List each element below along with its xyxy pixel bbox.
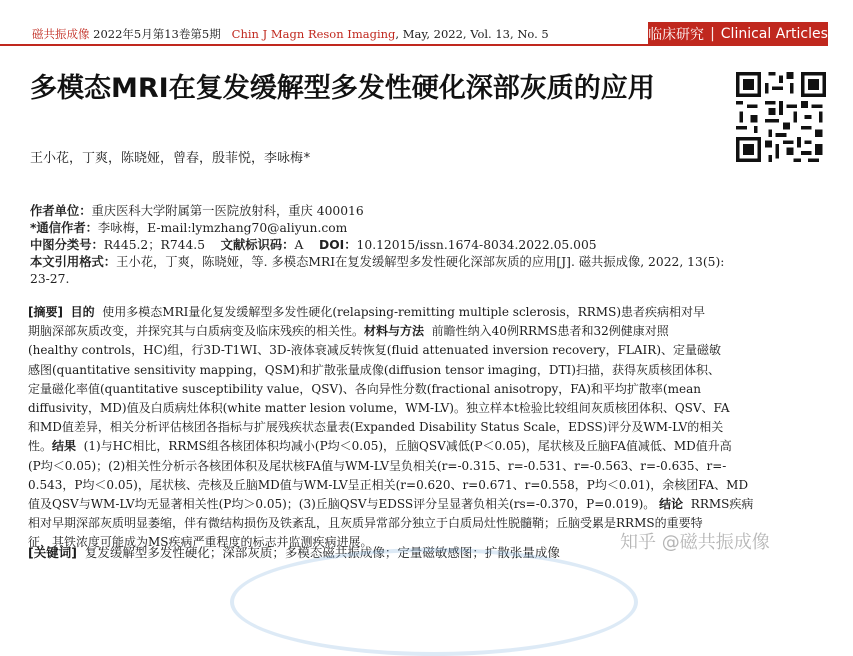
section-badge (648, 22, 828, 46)
abstract-text: 前瞻性纳入40例RRMS患者和32例健康对照 (431, 324, 669, 339)
journal-name-cn: 磁共振成像 (32, 27, 90, 41)
article-metadata (30, 203, 830, 288)
abstract-text: 性。 (28, 439, 53, 454)
abstract-line: 征，其铁浓度可能成为MS疾病严重程度的标志并监测疾病进展。 (28, 535, 373, 550)
doi-value: 10.12015/issn.1674-8034.2022.05.005 (356, 238, 597, 252)
classification-row (30, 237, 830, 254)
corresponding-text: 李咏梅，E-mail:lymzhang70@aliyun.com (97, 221, 348, 235)
methods-label: 材料与方法 (364, 324, 425, 339)
article-title: 多模态MRI在复发缓解型多发性硬化深部灰质的应用 (30, 73, 655, 104)
header-citation-line (32, 26, 549, 42)
clc-label: 中图分类号： (30, 238, 104, 252)
qr-code-icon (736, 72, 826, 162)
doccode-value: A (294, 238, 304, 252)
zhihu-watermark: 知乎 @磁共振成像 (620, 532, 770, 553)
abstract-line: 定量磁化率值(quantitative susceptibility value，QSV)、各向异性分数(fractional anisotropy，FA)和平均扩散率(mean (28, 381, 701, 396)
purpose-label: 目的 (70, 305, 95, 319)
results-label: 结果 (52, 439, 77, 454)
keywords-label: [关键词] (28, 545, 77, 560)
affiliation-row (30, 203, 830, 220)
abstract-text: RRMS疾病 (690, 497, 754, 512)
abstract-label: [摘要] (28, 305, 63, 319)
abstract-line: 和MD值差异，相关分析评估核团各指标与扩展残疾状态量表(Expanded Disability Status Scale，EDSS)评分及WM-LV的相关 (28, 420, 724, 435)
abstract-text: 期脑深部灰质改变，并探究其与白质病变及临床残疾的相关性。 (28, 324, 365, 339)
abstract-line (28, 437, 828, 456)
journal-header (0, 0, 853, 44)
abstract-line (28, 303, 828, 322)
affiliation-text: 重庆医科大学附属第一医院放射科，重庆 400016 (91, 204, 364, 218)
abstract-line: 感图(quantitative sensitivity mapping，QSM)和扩散张量成像(diffusion tensor imaging，DTI)扫描，获得灰质核团体积、 (28, 362, 720, 377)
citation-row (30, 254, 830, 271)
keywords-text: 复发缓解型多发性硬化；深部灰质；多模态磁共振成像；定量磁敏感图；扩散张量成像 (84, 545, 560, 560)
issue-cn: 2022年5月第13卷第5期 (93, 27, 221, 41)
abstract-text: 值及QSV与WM-LV均无显著相关性(P均＞0.05)；(3)丘脑QSV与EDSS评分呈显著负相关(rs=-0.370，P=0.019)。 (28, 497, 656, 512)
citation-label: 本文引用格式： (30, 255, 117, 269)
clc-value: R445.2；R744.5 (103, 238, 206, 252)
abstract-line: (P均＜0.05)；(2)相关性分析示各核团体积及尾状核FA值与WM-LV呈负相关(r=-0.315、r=-0.531、r=-0.563、r=-0.635、r=- (28, 458, 727, 473)
citation-text-2: 23-27. (30, 272, 70, 286)
citation-text-1: 王小花，丁爽，陈晓娅，等. 多模态MRI在复发缓解型多发性硬化深部灰质的应用[J]. 磁共振成像, 2022, 13(5): (116, 255, 725, 269)
abstract-line: 相对早期深部灰质明显萎缩，伴有微结构损伤及铁紊乱，且灰质异常部分独立于白质局灶性脱髓鞘；丘脑受累是RRMS的重要特 (28, 516, 703, 531)
abstract-text: 使用多模态MRI量化复发缓解型多发性硬化(relapsing-remitting multiple sclerosis，RRMS)患者疾病相对早 (102, 305, 705, 319)
abstract (28, 303, 828, 553)
abstract-line: diffusivity，MD)值及白质病灶体积(white matter lesion volume，WM-LV)。独立样本t检验比较组间灰质核团体积、QSV、FA (28, 401, 730, 416)
section-en: Clinical Articles (720, 26, 828, 42)
abstract-text: (1)与HC相比，RRMS组各核团体积均减小(P均＜0.05)，丘脑QSV减低(P＜0.05)，尾状核及丘脑FA值减低、MD值升高 (83, 439, 732, 454)
corresponding-author-row (30, 220, 830, 237)
affiliation-label: 作者单位： (30, 204, 92, 218)
doi-label: DOI： (319, 238, 357, 252)
conclusion-label: 结论 (659, 497, 684, 512)
corresponding-label: *通信作者： (30, 221, 98, 235)
journal-seal-watermark (230, 548, 638, 656)
section-cn: 临床研究 (648, 27, 705, 43)
author-list: 王小花，丁爽，陈晓娅，曾春，殷菲悦，李咏梅* (30, 151, 311, 166)
journal-name-en: Chin J Magn Reson Imaging (231, 27, 396, 41)
header-rule (0, 44, 648, 46)
abstract-line: (healthy controls，HC)组，行3D-T1WI、3D-液体衰减反转恢复(fluid attenuated inversion recovery，FLAIR)、定量磁敏 (28, 343, 722, 358)
citation-row-2 (30, 271, 830, 288)
section-separator: | (710, 26, 715, 42)
issue-en: , May, 2022, Vol. 13, No. 5 (395, 27, 549, 41)
abstract-line: 0.543，P均＜0.05)，尾状核、壳核及丘脑MD值与WM-LV呈正相关(r=0.620、r=0.671、r=0.558，P均＜0.01)，余核团FA、MD (28, 477, 749, 492)
abstract-line (28, 322, 828, 341)
abstract-line (28, 495, 828, 514)
doccode-label: 文献标识码： (220, 238, 295, 252)
